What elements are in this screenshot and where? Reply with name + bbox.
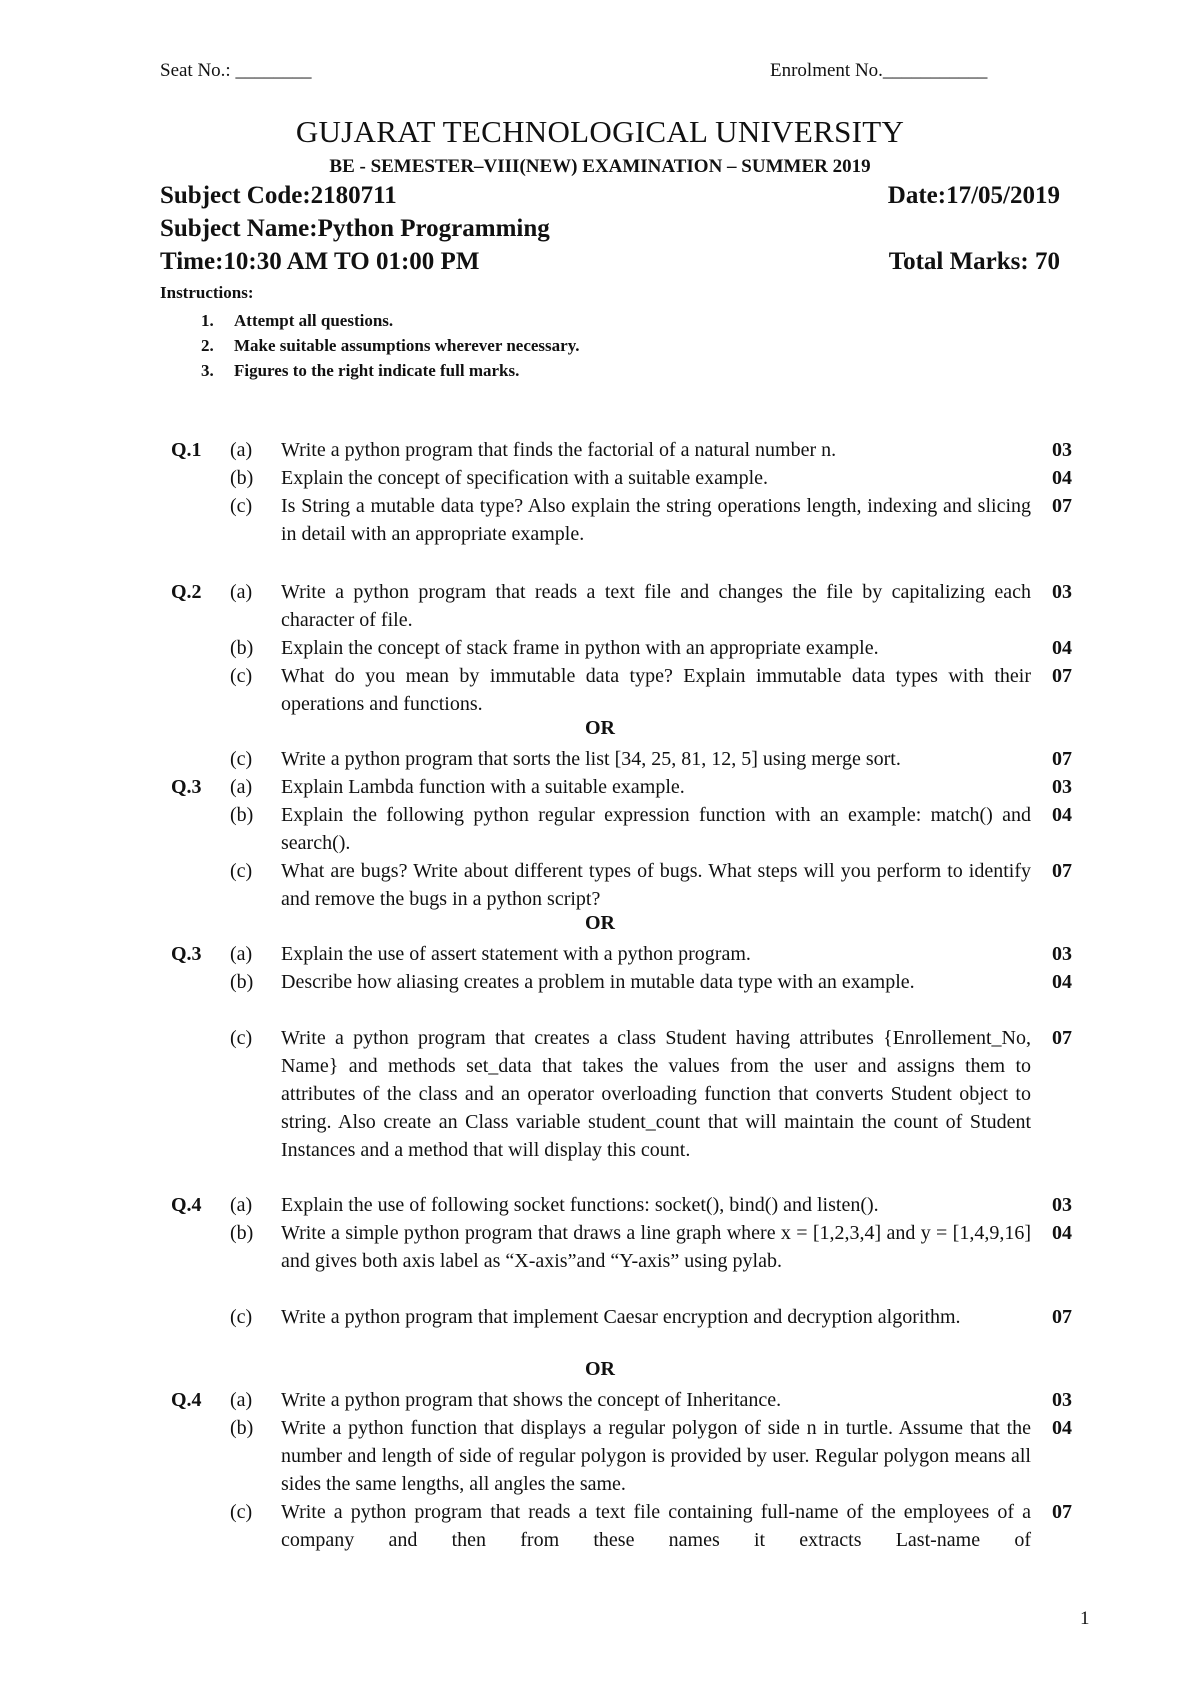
instruction-number: 1. — [201, 311, 214, 330]
question-marks: 07 — [1052, 665, 1072, 687]
question-part: (b) — [230, 1417, 254, 1439]
instruction-item — [201, 333, 580, 358]
question-marks: 04 — [1052, 971, 1072, 993]
question-number: Q.2 — [171, 581, 202, 603]
question-text: Is String a mutable data type? Also explain the string operations length, indexing and slicing in detail with an appropriate example. — [281, 495, 1031, 545]
instructions-list — [201, 308, 580, 383]
question-marks: 04 — [1052, 637, 1072, 659]
instruction-number: 3. — [201, 361, 214, 380]
enrolment-number-label: Enrolment No.___________ — [770, 60, 988, 81]
question-part: (c) — [230, 495, 253, 517]
question-part: (a) — [230, 581, 253, 603]
question-text: Explain the use of following socket functions: socket(), bind() and listen(). — [281, 1194, 879, 1216]
question-part: (a) — [230, 943, 253, 965]
or-separator: OR — [585, 912, 615, 934]
subject-name: Subject Name:Python Programming — [160, 215, 550, 242]
question-marks: 03 — [1052, 581, 1072, 603]
question-marks: 03 — [1052, 943, 1072, 965]
instruction-item — [201, 308, 580, 333]
question-text: Write a simple python program that draws a line graph where x = [1,2,3,4] and y = [1,4,9,16] and gives both axis label as “X-axis”and “Y-axis” using pylab. — [281, 1222, 1031, 1272]
page-number: 1 — [1080, 1608, 1090, 1629]
question-part: (b) — [230, 1222, 254, 1244]
question-marks: 07 — [1052, 1306, 1072, 1328]
question-text: What do you mean by immutable data type? Explain immutable data types with their operations and functions. — [281, 665, 1031, 715]
question-text: What are bugs? Write about different types of bugs. What steps will you perform to identify and remove the bugs in a python script? — [281, 860, 1031, 910]
question-marks: 03 — [1052, 439, 1072, 461]
question-marks: 07 — [1052, 860, 1072, 882]
question-text: Write a python program that finds the factorial of a natural number n. — [281, 439, 837, 461]
question-part: (c) — [230, 1306, 253, 1328]
instructions-title: Instructions: — [160, 283, 254, 302]
total-marks: Total Marks: 70 — [888, 248, 1060, 275]
question-number: Q.4 — [171, 1389, 202, 1411]
question-marks: 04 — [1052, 804, 1072, 826]
question-text: Write a python function that displays a regular polygon of side n in turtle. Assume that the number and length of side of regular polygon is provided by user. Regular polygon means all sides the same lengths, all angles the same. — [281, 1417, 1031, 1495]
question-part: (a) — [230, 1389, 253, 1411]
exam-title: BE - SEMESTER–VIII(NEW) EXAMINATION – SUMMER 2019 — [329, 156, 871, 177]
exam-date: Date:17/05/2019 — [887, 182, 1060, 209]
question-text: Write a python program that sorts the list [34, 25, 81, 12, 5] using merge sort. — [281, 748, 901, 770]
seat-number-label: Seat No.: ________ — [160, 60, 312, 81]
question-marks: 07 — [1052, 1027, 1072, 1049]
question-text: Explain Lambda function with a suitable example. — [281, 776, 685, 798]
instruction-text: Make suitable assumptions wherever necessary. — [234, 336, 580, 355]
question-text: Write a python program that creates a class Student having attributes {Enrollement_No, Name} and methods set_data that takes the values from the user and assigns them to attributes of the class and an operator overloading function that converts Student object to string. Also create an Class variable student_count that will maintain the count of Student Instances and a method that will display this count. — [281, 1027, 1031, 1161]
question-part: (b) — [230, 804, 254, 826]
question-marks: 07 — [1052, 748, 1072, 770]
question-marks: 03 — [1052, 776, 1072, 798]
question-marks: 03 — [1052, 1194, 1072, 1216]
question-part: (c) — [230, 1027, 253, 1049]
question-text: Explain the following python regular expression function with an example: match() and search(). — [281, 804, 1031, 854]
question-part: (a) — [230, 776, 253, 798]
question-number: Q.3 — [171, 943, 202, 965]
question-part: (b) — [230, 971, 254, 993]
question-part: (c) — [230, 748, 253, 770]
question-text: Describe how aliasing creates a problem in mutable data type with an example. — [281, 971, 915, 993]
subject-code: Subject Code:2180711 — [160, 182, 397, 209]
exam-time: Time:10:30 AM TO 01:00 PM — [160, 248, 480, 275]
question-part: (a) — [230, 439, 253, 461]
question-text: Explain the concept of stack frame in python with an appropriate example. — [281, 637, 879, 659]
question-part: (b) — [230, 467, 254, 489]
question-text: Explain the use of assert statement with a python program. — [281, 943, 751, 965]
question-marks: 03 — [1052, 1389, 1072, 1411]
question-marks: 04 — [1052, 467, 1072, 489]
question-number: Q.4 — [171, 1194, 202, 1216]
question-text: Write a python program that implement Caesar encryption and decryption algorithm. — [281, 1306, 961, 1328]
instruction-text: Attempt all questions. — [234, 311, 394, 330]
question-text: Explain the concept of specification with a suitable example. — [281, 467, 769, 489]
question-text: Write a python program that reads a text file and changes the file by capitalizing each character of file. — [281, 581, 1031, 631]
question-marks: 07 — [1052, 495, 1072, 517]
university-title: GUJARAT TECHNOLOGICAL UNIVERSITY — [295, 114, 905, 149]
question-part: (a) — [230, 1194, 253, 1216]
question-part: (c) — [230, 860, 253, 882]
question-marks: 04 — [1052, 1417, 1072, 1439]
instruction-number: 2. — [201, 336, 214, 355]
question-part: (c) — [230, 665, 253, 687]
question-marks: 04 — [1052, 1222, 1072, 1244]
question-text: Write a python program that reads a text file containing full-name of the employees of a company and then from these names it extracts Last-name of — [281, 1501, 1031, 1551]
or-separator: OR — [585, 717, 615, 739]
instruction-item — [201, 358, 580, 383]
question-part: (b) — [230, 637, 254, 659]
question-text: Write a python program that shows the concept of Inheritance. — [281, 1389, 782, 1411]
question-marks: 07 — [1052, 1501, 1072, 1523]
or-separator: OR — [585, 1358, 615, 1380]
question-number: Q.3 — [171, 776, 202, 798]
question-number: Q.1 — [171, 439, 202, 461]
instruction-text: Figures to the right indicate full marks. — [234, 361, 520, 380]
question-part: (c) — [230, 1501, 253, 1523]
